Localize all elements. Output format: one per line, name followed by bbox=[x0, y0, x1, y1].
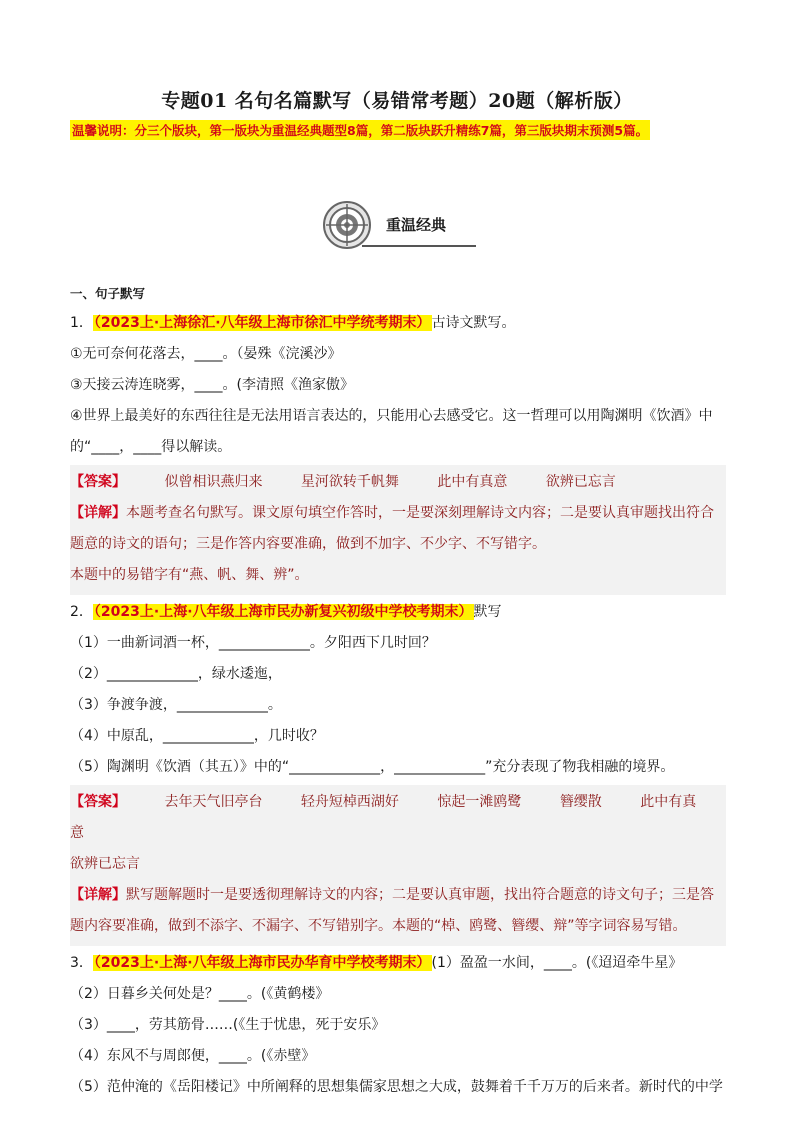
document-body bbox=[70, 280, 726, 1103]
question-prompt: 默写 bbox=[473, 604, 502, 620]
question-2-stem bbox=[70, 597, 726, 628]
question-number: 1． bbox=[70, 315, 93, 331]
question-line: （2）日暮乡关何处是？____。(《黄鹤楼》 bbox=[70, 986, 330, 1002]
question-3-stem bbox=[70, 948, 726, 979]
detail-text: 【详解】本题考查名句默写。课文原句填空作答时，一是要深刻理解诗文内容；二是要认真审题找出符合题意的诗文的语句；三是作答内容要准确，做到不加字、不少字、不写错字。 bbox=[70, 505, 714, 552]
question-source: （2023上·上海徐汇·八年级上海市徐汇中学统考期末） bbox=[93, 315, 431, 331]
question-line: （4）东风不与周郎便，____。(《赤壁》 bbox=[70, 1048, 316, 1064]
question-line: （5）陶渊明《饮酒（其五）》中的“_____________，_____________”充分表现了物我相融的境界。 bbox=[70, 759, 675, 775]
question-line: ①无可奈何花落去，____。（晏殊《浣溪沙》 bbox=[70, 346, 342, 362]
answer-item: 去年天气旧亭台 bbox=[164, 794, 263, 810]
section-underline bbox=[362, 245, 476, 247]
question-line: （4）中原乱，_____________，几时收？ bbox=[70, 728, 324, 744]
question-line: （5）范仲淹的《岳阳楼记》中所阐释的思想集儒家思想之大成，鼓舞着千千万万的后来者。新时代的中学 bbox=[70, 1079, 723, 1095]
answer-item: 此中有真意 bbox=[437, 474, 508, 490]
question-line: （3）____，劳其筋骨……(《生于忧患，死于安乐》 bbox=[70, 1017, 386, 1033]
answer-line bbox=[70, 787, 726, 849]
answer-tag: 【答案】 bbox=[70, 474, 126, 490]
question-source: （2023上·上海·八年级上海市民办华育中学校考期末） bbox=[93, 955, 431, 971]
answer-item: 星河欲转千帆舞 bbox=[300, 474, 399, 490]
question-line: ④世界上最美好的东西往往是无法用语言表达的，只能用心去感受它。这一哲理可以用陶渊明《饮酒》中 bbox=[70, 408, 713, 424]
answer-box bbox=[70, 785, 726, 946]
answer-item: 似曾相识燕归来 bbox=[164, 474, 263, 490]
answer-box bbox=[70, 465, 726, 595]
answer-item: 轻舟短棹西湖好 bbox=[300, 794, 399, 810]
answer-item: 惊起一滩鸥鹭 bbox=[437, 794, 522, 810]
question-1-stem bbox=[70, 308, 726, 339]
notice-banner: 温馨说明：分三个版块，第一版块为重温经典题型8篇，第二版块跃升精练7篇，第三版块期末预测5篇。 bbox=[70, 120, 650, 140]
target-icon bbox=[322, 200, 372, 250]
question-line: （3）争渡争渡，_____________。 bbox=[70, 697, 282, 713]
answer-line bbox=[70, 849, 726, 880]
question-source: （2023上·上海·八年级上海市民办新复兴初级中学校考期末） bbox=[93, 604, 473, 620]
document-title: 专题01 名句名篇默写（易错常考题）20题（解析版） bbox=[161, 90, 633, 112]
detail-text: 本题中的易错字有“燕、帆、舞、辨”。 bbox=[70, 567, 309, 583]
answer-line bbox=[70, 467, 726, 498]
question-line: ③天接云涛连晓雾，____。(李清照《渔家傲》 bbox=[70, 377, 355, 393]
detail-text: 【详解】默写题解题时一是要透彻理解诗文的内容；二是要认真审题，找出符合题意的诗文句子；三是答题内容要准确，做到不添字、不漏字、不写错别字。本题的“棹、鸥鹭、簪缨、辩”等字词容易写错。 bbox=[70, 887, 714, 934]
answer-item: 欲辨已忘言 bbox=[70, 856, 140, 872]
section-badge bbox=[322, 200, 472, 252]
detail-tag: 【详解】 bbox=[70, 505, 126, 521]
part-heading: 一、句子默写 bbox=[70, 286, 146, 301]
answer-item: 欲辨已忘言 bbox=[545, 474, 616, 490]
question-number: 2． bbox=[70, 604, 93, 620]
question-prompt: 古诗文默写。 bbox=[431, 315, 516, 331]
section-label: 重温经典 bbox=[386, 216, 447, 234]
answer-item: 簪缨散 bbox=[559, 794, 602, 810]
question-line: 的“____，____得以解读。 bbox=[70, 439, 232, 455]
answer-tag: 【答案】 bbox=[70, 794, 126, 810]
question-line: （1）一曲新词酒一杯，_____________。夕阳西下几时回？ bbox=[70, 635, 436, 651]
detail-tag: 【详解】 bbox=[70, 887, 126, 903]
question-prompt: (1）盈盈一水间，____。(《迢迢牵牛星》 bbox=[431, 955, 683, 971]
answer-item: 此中有真意 bbox=[70, 794, 697, 841]
question-line: （2）_____________，绿水逶迤， bbox=[70, 666, 282, 682]
question-number: 3． bbox=[70, 955, 93, 971]
